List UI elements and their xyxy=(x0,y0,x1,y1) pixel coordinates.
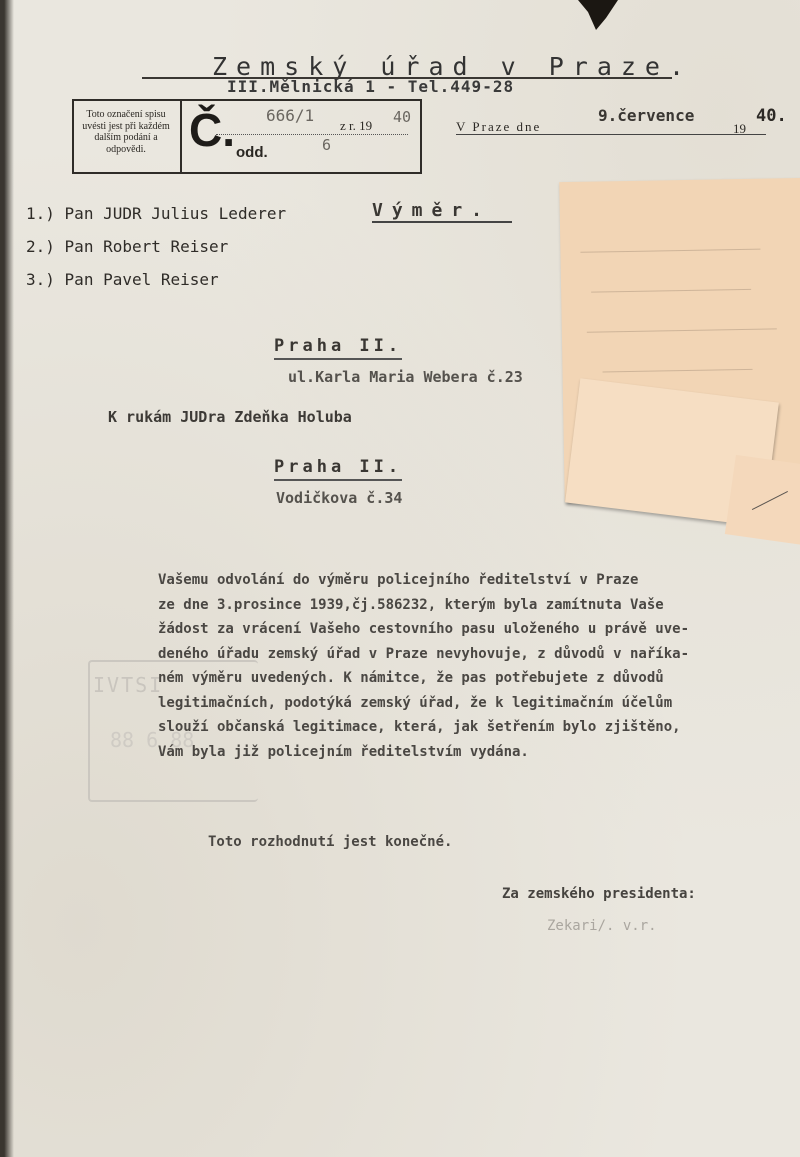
stamp-text: IVTSI xyxy=(93,673,164,697)
dateline-century: 19 xyxy=(733,121,746,136)
dateline-rule xyxy=(456,134,766,135)
dateline-place: V Praze dne xyxy=(456,119,542,134)
addressee-name: Pan Pavel Reiser xyxy=(64,270,219,289)
attention-line: K rukám JUDra Zdeňka Holuba xyxy=(108,408,352,426)
body-line: legitimačních, podotýká zemský úřad, že k legitimačním účelům xyxy=(158,694,673,711)
city-underline-1 xyxy=(274,358,402,360)
body-line: ze dne 3.prosince 1939,čj.586232, kterým byla zamítnuta Vaše xyxy=(158,596,664,613)
reference-note: Toto označení spisu uvésti jest při každém dalším podání a odpovědi. xyxy=(82,109,170,155)
conclusion-line: Toto rozhodnutí jest konečné. xyxy=(208,834,453,850)
body-paragraph xyxy=(158,568,770,764)
letterhead-title: Zemský úřad v Praze. xyxy=(212,52,694,81)
reference-divider xyxy=(180,99,182,172)
stamp-number: 88 6 88 xyxy=(110,728,195,752)
addressee-name: Pan JUDR Julius Lederer xyxy=(64,204,287,223)
body-line: slouží občanská legitimace, která, jak šetřením bylo zjištěno, xyxy=(158,719,681,735)
heading-underline xyxy=(372,221,512,223)
signature-title: Za zemského presidenta: xyxy=(502,886,696,902)
slip-scribble xyxy=(587,328,777,332)
addressee-name: Pan Robert Reiser xyxy=(64,237,229,256)
department-number: 6 xyxy=(322,136,332,154)
body-line: deného úřadu zemský úřad v Praze nevyhovuje, z důvodů v naříka- xyxy=(158,645,690,662)
pencil-mark xyxy=(752,491,788,510)
body-line: žádost za vrácení Vašeho cestovního pasu uloženého u právě uve- xyxy=(158,621,690,637)
addressee-number: 3.) xyxy=(26,270,55,289)
addressee-2 xyxy=(26,237,228,256)
dateline-date: 9.července xyxy=(598,106,695,125)
body-line: Vám byla již policejním ředitelstvím vydána. xyxy=(158,743,529,760)
reference-number: 666/1 xyxy=(266,106,315,125)
reference-year: 40 xyxy=(393,108,412,126)
reference-year-label: z r. 19 xyxy=(340,118,373,133)
paper-edge-shadow xyxy=(0,0,14,1157)
signature-name: Zekari/. v.r. xyxy=(547,918,657,934)
torn-corner xyxy=(578,0,618,30)
city-underline-2 xyxy=(274,479,402,481)
addressee-number: 2.) xyxy=(26,237,55,256)
street-line-1: ul.Karla Maria Webera č.23 xyxy=(288,368,523,386)
letterhead-address: III.Mělnická 1 - Tel.449-28 xyxy=(227,77,515,96)
department-label: odd. xyxy=(236,144,268,161)
body-line: ném výměru uvedených. K námitce, že pas potřebujete z důvodů xyxy=(158,670,664,686)
addressee-1 xyxy=(26,204,286,223)
reference-c-label: Č. xyxy=(189,104,235,156)
document-type-heading: Výměr. xyxy=(372,200,492,221)
slip-scribble xyxy=(591,289,751,293)
street-line-2: Vodičkova č.34 xyxy=(276,489,403,507)
addressee-3 xyxy=(26,270,219,289)
slip-scribble xyxy=(580,249,760,253)
slip-scribble xyxy=(603,369,753,373)
city-line-2: Praha II. xyxy=(274,457,403,477)
addressee-number: 1.) xyxy=(26,204,55,223)
attached-paper-corner xyxy=(725,455,800,545)
dateline-year: 40. xyxy=(756,106,787,126)
reference-dotted-line xyxy=(216,134,408,135)
body-line: Vašemu odvolání do výměru policejního ředitelství v Praze xyxy=(158,572,639,588)
city-line-1: Praha II. xyxy=(274,336,403,356)
